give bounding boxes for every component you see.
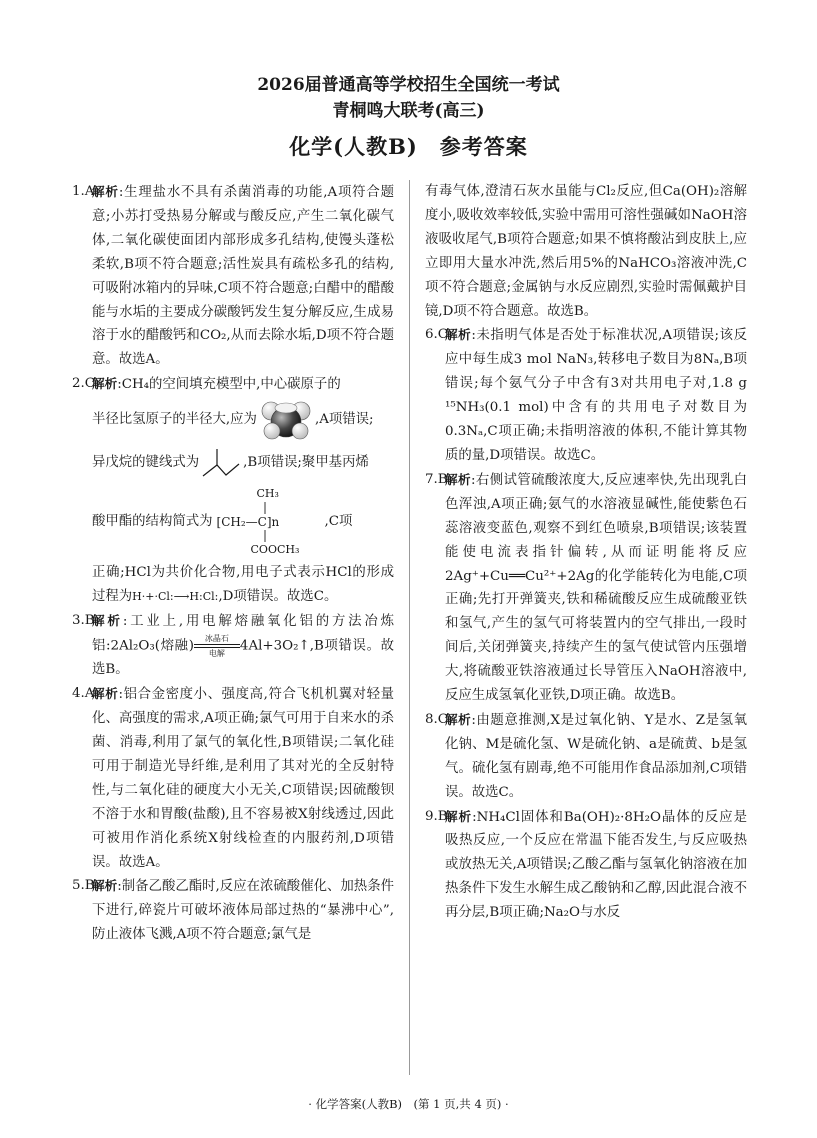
column-divider [409,180,410,1075]
answer-number: 7.B [425,471,448,487]
analysis-label: 解析 [92,878,118,894]
answer-item-8 [425,708,747,805]
answer-text: ,A项错误; [314,412,374,428]
answer-item-5-continued [425,180,747,323]
right-column [425,180,747,925]
struct-cooch3: COOCH₃ [250,542,300,556]
answer-text: 有毒气体,澄清石灰水虽能与Cl₂反应,但Ca(OH)₂溶解度小,吸收效率较低,实验中需用可溶性强碱如NaOH溶液吸收尾气,B项符合题意;如果不慎将酸沾到皮肤上,应立即用大量水冲洗,然后用5%的NaHCO₃溶液冲洗,C项不符合题意;金属钠与水反应剧烈,实验时需佩戴护目镜,D项不符合题意。故选B。 [425,184,747,319]
answer-item-5 [72,874,394,947]
hcl-product: H:Cl: [189,590,219,604]
answer-number: 8.C [425,711,449,727]
answer-title: 化学(人教B) 参考答案 [289,134,528,159]
analysis-label: 解析 [92,686,119,702]
reaction-condition [194,634,240,658]
analysis-label: 解析 [445,711,472,727]
analysis-label: 解析 [92,612,123,628]
answer-item-4 [72,682,394,874]
answer-item-7 [425,468,747,708]
answer-text: :由题意推测,X是过氧化钠、Y是水、Z是氢氧化钠、M是硫化氢、W是硫化钠、a是硫黄、b是氢气。硫化氢有剧毒,绝不可能用作食品添加剂,C项错误。故选C。 [445,712,747,800]
answer-text: ,B项错误;聚甲基丙烯 [243,455,369,471]
condition-top: 冰晶石 [204,633,229,643]
answer-text: :工业上,用电解熔融氧化铝的方法冶炼铝:2Al₂O₃(熔融) [92,613,394,654]
analysis-label: 解析 [92,376,118,392]
answer-item-9 [425,805,747,926]
answer-number: 6.C [425,327,449,343]
answer-number: 5.B [72,878,95,894]
page-header [0,72,817,164]
analysis-label: 解析 [445,327,472,343]
hcl-arrow-icon: ⟶ [173,590,190,604]
struct-main-chain: [CH₂—C]n [216,514,280,529]
answer-number: 1.A [72,184,95,199]
pmma-structure [213,485,325,559]
answer-text: ,C项 [324,514,353,530]
answer-text: :制备乙酸乙酯时,反应在浓硫酸催化、加热条件下进行,碎瓷片可破坏液体局部过热的“暴沸中心”,防止液体飞溅,A项不符合题意;氯气是 [92,879,394,943]
answer-text: :右侧试管硫酸浓度大,反应速率快,先出现乳白色浑浊,A项正确;氨气的水溶液显碱性,能使紫色石蕊溶液变蓝色,观察不到红色喷泉,B项错误;该装置能使电流表指针偏转,从而证明能将反应2Ag⁺+Cu══Cu²⁺+2Ag的化学能转化为电能,C项正确;先打开弹簧夹,铁和稀硫酸反应生成硫酸亚铁和氢气,产生的氢气可将装置内的空气排出,一段时间后,关闭弹簧夹,持续产生的氢气使试管内压强增大,将硫酸亚铁溶液通过长导管压入NaOH溶液中,反应生成氢氧化亚铁,D项正确。故选B。 [445,472,748,704]
answer-text: :未指明气体是否处于标准状况,A项错误;该反应中每生成3 mol NaN₃,转移电子数目为8Nₐ,B项错误;每个氨气分子中含有3对共用电子对,1.8 g ¹⁵NH₃(0.1 mol)中含有的共用电子对数目为0.3Nₐ,C项正确;未指明溶液的体积,不能计算其物质的量,D项错误。故选C。 [445,328,748,463]
answer-text: 半径比氢原子的半径大,应为 [92,412,257,428]
answer-number: 3.B [72,612,95,628]
answer-text: 酸甲酯的结构简式为 [92,514,213,530]
answer-text: :铝合金密度小、强度高,符合飞机机翼对轻量化、高强度的需求,A项正确;氯气可用于自来水的杀菌、消毒,利用了氯气的氧化性,B项错误;二氧化硅可用于制造光导纤维,是利用了其对光的全反射特性,与二氧化硅的硬度大小无关,C项错误;因硫酸钡不溶于水和胃酸(盐酸),且不容易被X射线透过,因此可被用作消化系统X射线检查的内服药剂,D项错误。故选A。 [92,687,394,870]
answer-text: 异戊烷的键线式为 [92,455,200,471]
left-column [72,180,394,947]
answer-text: :CH₄的空间填充模型中,中心碳原子的 [117,377,341,393]
analysis-label: 解析 [445,471,472,487]
answer-item-2 [72,372,394,609]
answer-text: :NH₄Cl固体和Ba(OH)₂·8H₂O晶体的反应是吸热反应,一个反应在常温下能否发生,与反应吸热或放热无关,A项错误;乙酸乙酯与氢氧化钠溶液在加热条件下发生水解生成乙酸钠和乙醇,因此混合液不再分层,B项正确;Na₂O与水反 [445,809,747,921]
answer-number: 4.A [72,686,95,702]
answer-item-6 [425,323,747,467]
hcl-reactants: H·+·Cl: [132,590,174,604]
answer-item-3 [72,609,394,682]
answer-text: ,D项错误。故选C。 [218,589,338,605]
answer-text: 4Al+3O₂↑,B项错误。故选B。 [92,638,394,678]
exam-title: 2026届普通高等学校招生全国统一考试 [257,75,560,95]
ch4-space-filling-model-icon [257,399,315,441]
answer-number: 9.B [425,808,448,824]
page-footer: · 化学答案(人教B) (第 1 页,共 4 页) · [308,1097,509,1111]
answer-text: 正确;HCl为共价化合物,用电子式表示HCl的形成过程为 [92,565,394,605]
answer-number: 2.C [72,376,96,392]
answer-item-1 [72,180,394,372]
condition-bottom: 电解 [208,648,225,658]
analysis-label: 解析 [445,808,473,824]
struct-ch3: CH₃ [256,486,279,500]
answer-text: :生理盐水不具有杀菌消毒的功能,A项符合题意;小苏打受热易分解或与酸反应,产生二氧化碳气体,二氧化碳使面团内部形成多孔结构,使馒头蓬松柔软,B项不符合题意;活性炭具有疏松多孔的结构,可吸附冰箱内的异味,C项不符合题意;白醋中的醋酸能与水垢的主要成分碳酸钙发生复分解反应,生成易溶于水的醋酸钙和CO₂,从而去除水垢,D项不符合题意。故选A。 [92,185,395,368]
exam-subtitle: 青桐鸣大联考(高三) [332,101,485,121]
isopentane-skeletal-formula-icon [199,446,243,480]
equals-arrow-icon [194,644,240,648]
analysis-label: 解析 [92,184,119,199]
